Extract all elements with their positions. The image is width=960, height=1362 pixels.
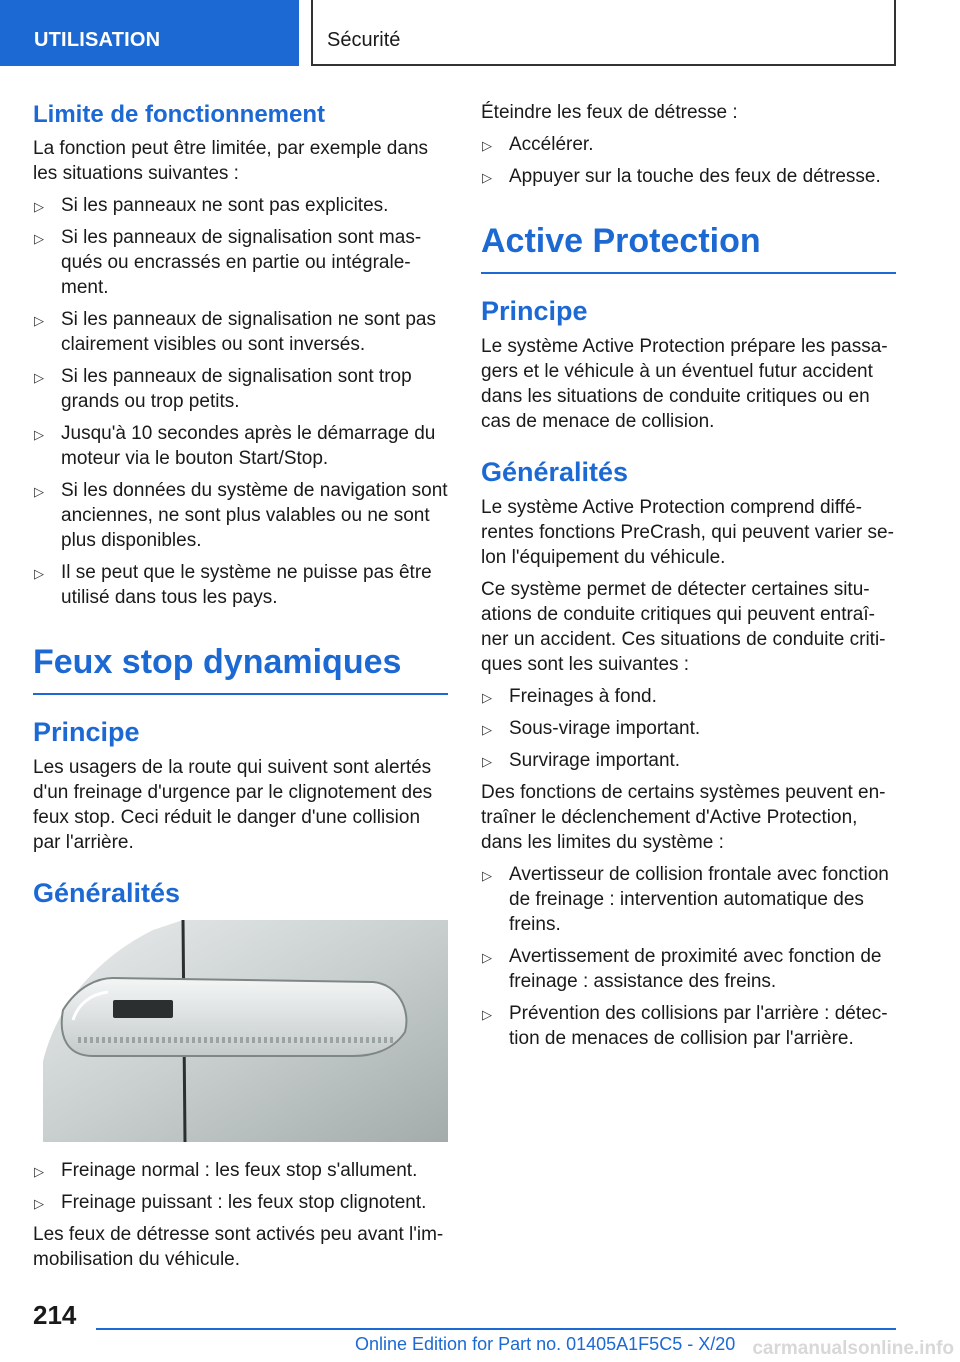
triangle-bullet-icon: ▷ [34, 313, 44, 328]
triangle-bullet-icon: ▷ [34, 566, 44, 581]
list-item: ▷ Si les panneaux ne sont pas explicites. [33, 193, 448, 218]
section-title-active-protection: Active Protection [481, 220, 896, 274]
limit-list [33, 193, 448, 610]
triangle-bullet-icon: ▷ [482, 138, 492, 153]
triangle-bullet-icon: ▷ [482, 722, 492, 737]
triangle-bullet-icon: ▷ [34, 1196, 44, 1211]
triangle-bullet-icon: ▷ [34, 484, 44, 499]
list-item: ▷ Accélérer. [481, 132, 896, 157]
list-item: ▷ Avertissement de proximité avec fonction de freinage : assistance des freins. [482, 946, 882, 992]
tail-light-illustration [33, 920, 448, 1142]
list-item: ▷ Si les panneaux de signalisation sont mas-qués ou encrassés en partie ou intégrale-ment. [34, 227, 422, 298]
triangle-bullet-icon: ▷ [482, 950, 492, 965]
brake-lamp-element [113, 1000, 173, 1018]
triangle-bullet-icon: ▷ [482, 690, 492, 705]
principe-title: Principe [481, 296, 588, 326]
edition-text: Online Edition for Part no. 01405A1F5C5 - X/20 [355, 1334, 736, 1354]
list-item: ▷ Jusqu'à 10 secondes après le démarrage du moteur via le bouton Start/Stop. [34, 423, 436, 469]
principe-text: Les usagers de la route qui suivent sont alertés d'un freinage d'urgence par le clignotement des feux stop. Ceci réduit le danger d'une collision par l'arrière. [33, 757, 433, 853]
list-item: ▷ Si les panneaux de signalisation sont trop grands ou trop petits. [34, 366, 412, 412]
general-paragraph-1: Le système Active Protection comprend diffé-rentes fonctions PreCrash, qui peuvent varier se-lon l'équipement du véhicule. [481, 497, 894, 568]
footer-rule [96, 1328, 896, 1330]
triangle-bullet-icon: ▷ [482, 170, 492, 185]
triangle-bullet-icon: ▷ [482, 868, 492, 883]
off-list [481, 132, 896, 189]
list-item: ▷ Appuyer sur la touche des feux de détresse. [481, 164, 896, 189]
principe-title: Principe [33, 717, 140, 747]
general-title: Généralités [481, 457, 629, 487]
list-item: ▷ Freinages à fond. [481, 684, 896, 709]
right-column [481, 100, 896, 1058]
list-item: ▷ Sous-virage important. [481, 716, 896, 741]
limit-title: Limite de fonctionnement [33, 101, 326, 128]
brake-list [33, 1158, 448, 1215]
general-title: Généralités [33, 878, 181, 908]
list-item: ▷ Freinage puissant : les feux stop clignotent. [33, 1190, 448, 1215]
section-header-label: Sécurité [327, 29, 401, 51]
list-item: ▷ Freinage normal : les feux stop s'allument. [33, 1158, 448, 1183]
triangle-bullet-icon: ▷ [482, 754, 492, 769]
hazard-text: Les feux de détresse sont activés peu avant l'im-mobilisation du véhicule. [33, 1224, 444, 1270]
list-item: ▷ Prévention des collisions par l'arrière : détec-tion de menaces de collision par l'arrière. [482, 1003, 888, 1049]
triangle-bullet-icon: ▷ [482, 1007, 492, 1022]
list-item: ▷ Avertisseur de collision frontale avec fonction de freinage : intervention automatique des freins. [482, 864, 889, 935]
list-item: ▷ Si les données du système de navigation sont anciennes, ne sont plus valables ou ne sont plus disponibles. [34, 480, 448, 551]
triangle-bullet-icon: ▷ [34, 231, 44, 246]
left-column [33, 100, 448, 1279]
list-item: ▷ Si les panneaux de signalisation ne sont pas clairement visibles ou sont inversés. [34, 309, 436, 355]
chapter-tab-label: UTILISATION [34, 29, 161, 51]
limit-intro: La fonction peut être limitée, par exemple dans les situations suivantes : [33, 138, 429, 184]
principe-text: Le système Active Protection prépare les passa-gers et le véhicule à un éventuel futur accident dans les situations de conduite critiques ou en cas de menace de collision. [481, 336, 888, 432]
page-number: 214 [33, 1300, 77, 1330]
triangle-bullet-icon: ▷ [34, 427, 44, 442]
off-intro: Éteindre les feux de détresse : [481, 102, 738, 123]
tail-light-drawing [33, 920, 448, 1142]
triangle-bullet-icon: ▷ [34, 199, 44, 214]
function-list [481, 862, 896, 1051]
functions-text: Des fonctions de certains systèmes peuvent en-traîner le déclenchement d'Active Protection, dans les limites du système : [481, 782, 886, 853]
section-title-dynamic-brake-lights: Feux stop dynamiques [33, 641, 448, 695]
list-item: ▷ Il se peut que le système ne puisse pas être utilisé dans tous les pays. [34, 562, 432, 608]
triangle-bullet-icon: ▷ [34, 1164, 44, 1179]
section-header [311, 0, 896, 66]
chapter-tab [0, 0, 299, 66]
list-item: ▷ Survirage important. [481, 748, 896, 773]
situation-list [481, 684, 896, 773]
triangle-bullet-icon: ▷ [34, 370, 44, 385]
watermark: carmanualsonline.info [752, 1338, 954, 1359]
general-paragraph-2: Ce système permet de détecter certaines situ-ations de conduite critiques qui peuvent entraî-ner un accident. Ces situations de conduite criti-ques sont les suivantes : [481, 579, 886, 675]
